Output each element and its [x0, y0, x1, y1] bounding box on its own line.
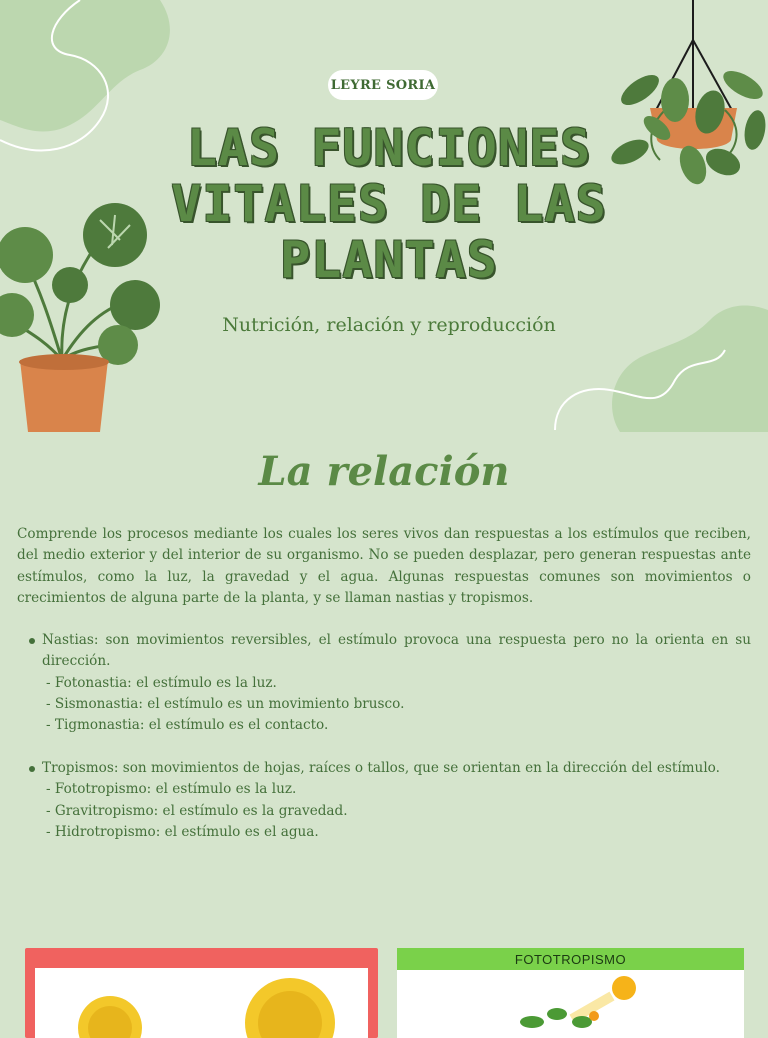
tropismos-definition: Tropismos: son movimientos de hojas, raíces o tallos, que se orientan en la dirección del estímulo. [42, 760, 720, 776]
intro-paragraph: Comprende los procesos mediante los cuales los seres vivos dan respuestas a los estímulos que reciben, del medio exterior y del interior de su organismo. No se pueden desplazar, pero generan respuestas ante estímulos, como la luz, la gravedad y el agua. Algunas respuestas comunes son movimientos o crecimientos de alguna parte de la planta, y se llaman nastias y tropismos. [17, 526, 751, 606]
list-item: - Gravitropismo: el estímulo es la gravedad. [46, 802, 348, 819]
flower-photo-card [25, 948, 378, 1038]
nastias-bullet [17, 630, 751, 673]
nastias-list [17, 630, 751, 736]
title-line-2: VITALES DE LAS [171, 175, 607, 233]
phototropism-image-card [397, 948, 744, 1038]
list-item: - Hidrotropismo: el estímulo es el agua. [46, 823, 319, 840]
bullet-dot-icon [29, 766, 35, 772]
subtitle: Nutrición, relación y reproducción [222, 314, 556, 336]
flower-photo [35, 968, 368, 1038]
hanging-plant-illustration [605, 0, 768, 195]
list-item: - Fotonastia: el estímulo es la luz. [46, 674, 277, 691]
phototropism-label: FOTOTROPISMO [397, 948, 744, 970]
title-line-3: PLANTAS [280, 231, 498, 289]
list-item: - Fototropismo: el estímulo es la luz. [46, 781, 297, 798]
main-title [150, 120, 628, 288]
list-item: - Sismonastia: el estímulo es un movimiento brusco. [46, 695, 405, 712]
corner-blob-top-left [0, 0, 175, 165]
yellow-flower-icon [35, 968, 368, 1038]
potted-plant-illustration [0, 200, 170, 432]
author-badge: LEYRE SORIA [328, 70, 438, 100]
plant-sun-icon [512, 974, 642, 1034]
tropismos-list [17, 758, 751, 843]
tropismos-bullet [17, 758, 751, 779]
list-item: - Tigmonastia: el estímulo es el contacto. [46, 717, 329, 734]
nastias-definition: Nastias: son movimientos reversibles, el estímulo provoca una respuesta pero no la orienta en su dirección. [42, 632, 751, 670]
title-line-1: LAS FUNCIONES [186, 119, 592, 177]
section-title: La relación [258, 448, 510, 495]
bullet-dot-icon [29, 638, 35, 644]
